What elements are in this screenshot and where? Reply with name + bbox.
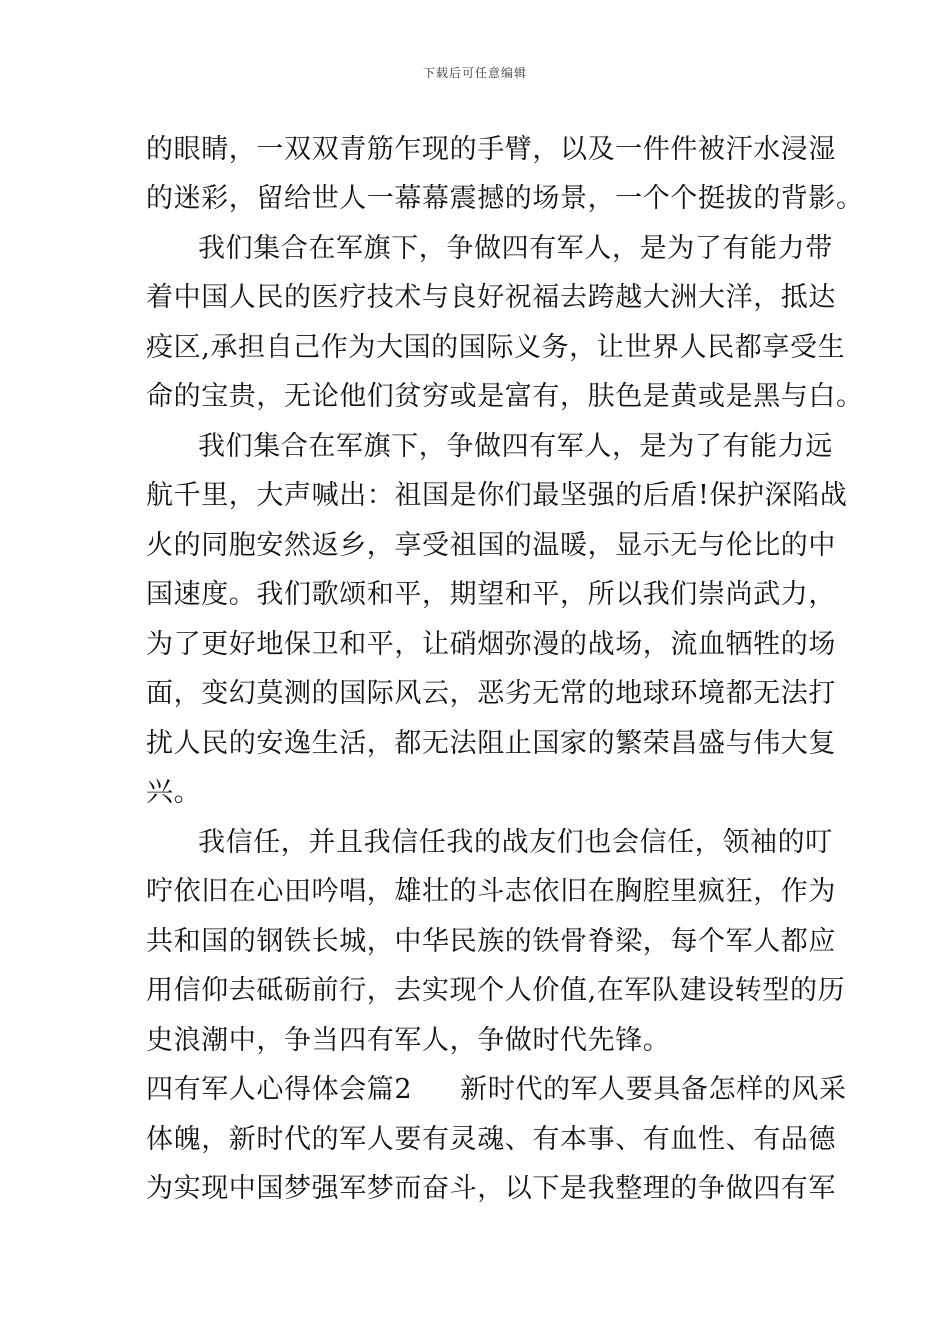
body-line: 史浪潮中，争当四有军人，争做时代先锋。 (146, 1025, 671, 1056)
body-line: 扰人民的安逸生活，都无法阻止国家的繁荣昌盛与伟大复 (146, 728, 836, 759)
body-line: 国速度。我们歌颂和平，期望和平，所以我们崇尚武力， (146, 579, 836, 610)
body-line: 兴。 (146, 777, 202, 808)
page-header: 下载后可任意编辑 (422, 66, 527, 80)
paragraph-first-line: 我信任，并且我信任我的战友们也会信任，领袖的叮 (198, 827, 833, 858)
body-line: 的眼睛，一双双青筋乍现的手臂，以及一件件被汗水浸湿 (146, 134, 836, 165)
section-first-line: 新时代的军人要具备怎样的风采 (460, 1074, 847, 1105)
body-line: 的迷彩，留给世人一幕幕震撼的场景，一个个挺拔的背影。 (146, 183, 864, 214)
body-line: 体魄，新时代的军人要有灵魂、有本事、有血性、有品德 (146, 1124, 836, 1155)
body-line: 命的宝贵，无论他们贫穷或是富有，肤色是黄或是黑与白。 (146, 381, 864, 412)
body-line: 用信仰去砥砺前行，去实现个人价值,在军队建设转型的历 (146, 975, 846, 1006)
paragraph-first-line: 我们集合在军旗下，争做四有军人，是为了有能力远 (198, 431, 833, 462)
body-line: 航千里，大声喊出：祖国是你们最坚强的后盾!保护深陷战 (146, 480, 848, 511)
body-line: 疫区,承担自己作为大国的国际义务，让世界人民都享受生 (146, 332, 846, 363)
paragraph-first-line: 我们集合在军旗下，争做四有军人，是为了有能力带 (198, 233, 833, 264)
section-title: 四有军人心得体会篇2 (146, 1074, 413, 1105)
body-line: 着中国人民的医疗技术与良好祝福去跨越大洲大洋，抵达 (146, 282, 836, 313)
body-line: 咛依旧在心田吟唱，雄壮的斗志依旧在胸腔里疯狂，作为 (146, 876, 836, 907)
body-line: 为实现中国梦强军梦而奋斗，以下是我整理的争做四有军 (146, 1173, 836, 1204)
body-line: 为了更好地保卫和平，让硝烟弥漫的战场，流血牺牲的场 (146, 629, 836, 660)
body-line: 共和国的钢铁长城，中华民族的铁骨脊梁，每个军人都应 (146, 926, 836, 957)
section-line (146, 1070, 847, 1110)
body-line: 面，变幻莫测的国际风云，恶劣无常的地球环境都无法打 (146, 678, 836, 709)
body-line: 火的同胞安然返乡，享受祖国的温暖，显示无与伦比的中 (146, 530, 836, 561)
